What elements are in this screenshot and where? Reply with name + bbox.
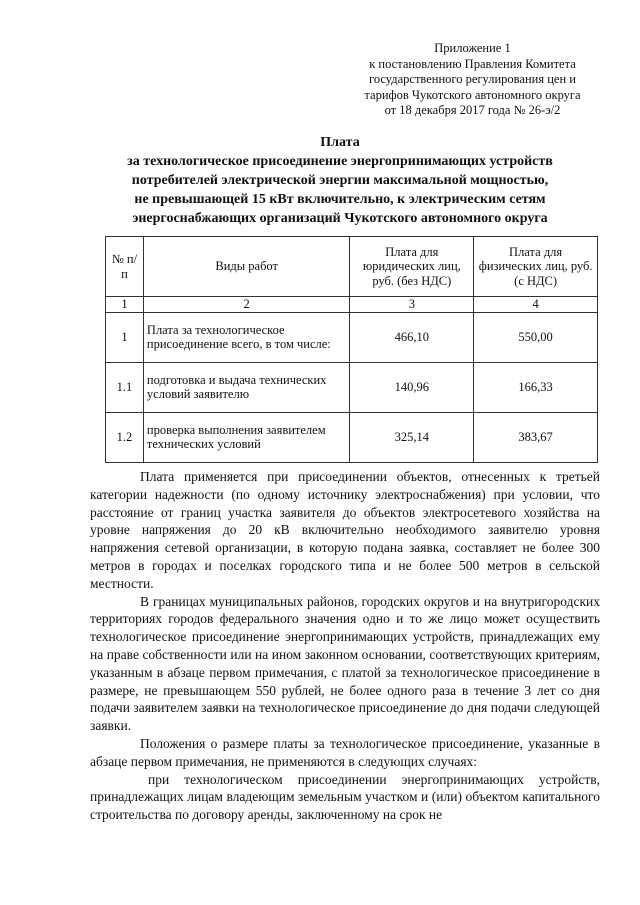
row-number: 1: [106, 312, 144, 362]
header-cell-work: Виды работ: [143, 237, 350, 297]
row-individual-fee: 166,33: [474, 362, 598, 412]
title-line: энергоснабжающих организаций Чукотского автономного округа: [132, 211, 548, 226]
appendix-line: государственного регулирования цен и: [369, 72, 576, 86]
row-individual-fee: 383,67: [474, 412, 598, 462]
title-line: за технологическое присоединение энергопринимающих устройств: [127, 154, 553, 169]
header-cell-legal: Плата для юридических лиц, руб. (без НДС): [350, 237, 474, 297]
table-numbering-row: [106, 297, 598, 313]
table-row: [106, 412, 598, 462]
appendix-line: от 18 декабря 2017 года № 26-э/2: [384, 103, 561, 117]
notes-section: [90, 468, 600, 824]
title-line: Плата: [320, 135, 360, 150]
row-legal-fee: 466,10: [350, 312, 474, 362]
appendix-header: [340, 41, 605, 119]
document-title: [60, 133, 620, 228]
row-work: проверка выполнения заявителем технических условий: [143, 412, 350, 462]
header-cell-individual: Плата для физических лиц, руб. (с НДС): [474, 237, 598, 297]
numbering-cell: 2: [143, 297, 350, 313]
row-work: Плата за технологическое присоединение всего, в том числе:: [143, 312, 350, 362]
row-work: подготовка и выдача технических условий заявителю: [143, 362, 350, 412]
row-individual-fee: 550,00: [474, 312, 598, 362]
row-legal-fee: 140,96: [350, 362, 474, 412]
title-line: потребителей электрической энергии максимальной мощностью,: [131, 173, 549, 188]
fee-table: [105, 236, 598, 463]
numbering-cell: 3: [350, 297, 474, 313]
paragraph: Плата применяется при присоединении объектов, отнесенных к третьей категории надежности (по одному источнику электроснабжения) при условии, что расстояние от границ участка заявителя до объектов электросетевого хозяйства на уровне напряжения до 20 кВ включительно необходимого заявителю уровня напряжения сетевой организации, в которую подана заявка, составляет не более 300 метров в городах и поселках городского типа и не более 500 метров в сельской местности.: [90, 469, 600, 591]
table-row: [106, 312, 598, 362]
appendix-line: тарифов Чукотского автономного округа: [364, 87, 581, 102]
paragraph: Положения о размере платы за технологическое присоединение, указанные в абзаце первом примечания, не применяются в следующих случаях:: [90, 735, 600, 769]
title-line: не превышающей 15 кВт включительно, к электрическим сетям: [134, 192, 546, 207]
numbering-cell: 4: [474, 297, 598, 313]
table-row: [106, 362, 598, 412]
paragraph: при технологическом присоединении энергопринимающих устройств, принадлежащих лицам владеющим земельным участком и (или) объектом капитального строительства по договору аренды, заключенному на срок не: [90, 771, 600, 823]
row-number: 1.1: [106, 362, 144, 412]
numbering-cell: 1: [106, 297, 144, 313]
appendix-line: Приложение 1: [434, 41, 511, 55]
appendix-line: к постановлению Правления Комитета: [369, 56, 576, 71]
row-number: 1.2: [106, 412, 144, 462]
paragraph: В границах муниципальных районов, городских округов и на внутригородских территориях городов федерального значения одно и то же лицо может осуществить технологическое присоединение энергопринимающих устройств, принадлежащих ему на праве собственности или на ином законном основании, соответствующих критериям, указанным в абзаце первом примечания, с платой за технологическое присоединение в размере, не превышающем 550 рублей, не более одного раза в течение 3 лет со дня подачи заявителем заявки на технологическое присоединение до дня подачи следующей заявки.: [90, 593, 600, 734]
header-cell-number: № п/п: [106, 237, 144, 297]
table-header-row: [106, 237, 598, 297]
row-legal-fee: 325,14: [350, 412, 474, 462]
